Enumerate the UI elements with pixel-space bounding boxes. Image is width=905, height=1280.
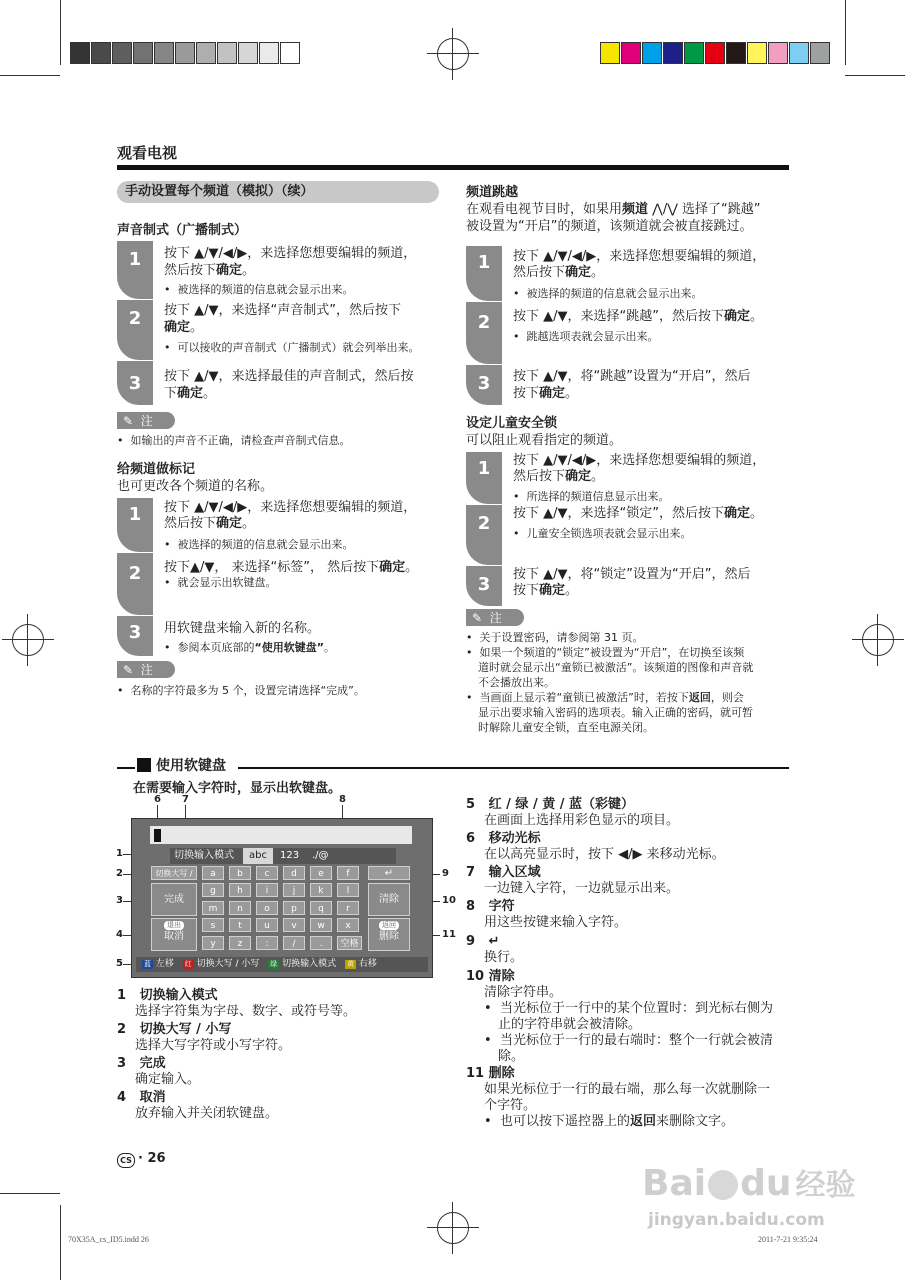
char-key[interactable]: v	[283, 918, 305, 932]
step-text: 按下 ▲/▼，来选择“声音制式”，然后按下	[164, 303, 401, 318]
step-bullet: • 参阅本页底部的“使用软键盘”。	[164, 641, 335, 654]
step-text: 按下▲/▼， 来选择“标签”， 然后按下确定。	[164, 560, 419, 575]
swatch	[196, 42, 216, 64]
char-key[interactable]: i	[256, 883, 278, 897]
step-bullet: • 可以接收的声音制式（广播制式）就会列举出来。	[164, 341, 420, 354]
item-title: 4 取消	[117, 1090, 166, 1105]
swatch	[810, 42, 830, 64]
char-key[interactable]: a	[202, 866, 224, 880]
char-key[interactable]: b	[229, 866, 251, 880]
label-intro: 也可更改各个频道的名称。	[117, 479, 274, 494]
section-rule	[117, 767, 135, 769]
callout-1: 1	[116, 848, 123, 859]
char-key[interactable]: z	[229, 936, 251, 950]
paw-icon	[708, 1170, 738, 1200]
char-key[interactable]: u	[256, 918, 278, 932]
step-box: 2	[117, 553, 153, 615]
label-heading: 给频道做标记	[117, 462, 196, 477]
char-key[interactable]: m	[202, 901, 224, 915]
step-text: 按下 ▲/▼/◀/▶，来选择您想要编辑的频道，	[164, 246, 417, 261]
step-text: 按下 ▲/▼，将“锁定”设置为“开启”，然后	[513, 567, 751, 582]
yellow-key-icon: 黄	[347, 960, 355, 968]
delete-button[interactable]: 返回 删除	[368, 918, 410, 951]
enter-key[interactable]: ↵	[368, 866, 410, 880]
watermark-url: jingyan.baidu.com	[648, 1210, 825, 1230]
cursor	[154, 829, 161, 842]
done-button[interactable]: 完成	[151, 883, 197, 916]
callout-2: 2	[116, 868, 123, 879]
footer-mode: 切换输入模式	[282, 959, 337, 969]
callout-7: 7	[182, 794, 189, 805]
step-text: 然后按下确定。	[513, 265, 605, 280]
char-key[interactable]: c	[256, 866, 278, 880]
swatch	[154, 42, 174, 64]
step-box: 3	[466, 566, 502, 606]
char-key[interactable]: w	[310, 918, 332, 932]
char-key[interactable]: s	[202, 918, 224, 932]
crop-mark	[0, 1193, 60, 1194]
step-box: 1	[466, 452, 502, 504]
step-text: 下确定。	[164, 386, 217, 401]
language-badge: CS	[117, 1153, 135, 1168]
note-text: • 当画面上显示着“童锁已被激活”时，若按下返回，则会	[466, 691, 744, 704]
char-key[interactable]: x	[337, 918, 359, 932]
item-desc: 选择字符集为字母、数字、或符号等。	[135, 1004, 357, 1019]
step-box: 1	[117, 241, 153, 299]
item-desc: 在以高亮显示时，按下 ◀/▶ 来移动光标。	[484, 847, 725, 862]
item-title: 10 清除	[466, 969, 515, 984]
item-title: 7 输入区域	[466, 865, 541, 880]
step-bullet: • 儿童安全锁选项表就会显示出来。	[513, 527, 692, 540]
mode-123[interactable]: 123	[280, 850, 300, 861]
item-title: 8 字符	[466, 899, 515, 914]
space-key[interactable]: 空格	[337, 936, 362, 950]
note-text: 不会播放出来。	[478, 676, 555, 689]
char-key[interactable]: k	[310, 883, 332, 897]
footer-right: 右移	[358, 959, 377, 969]
print-date: 2011-7-21 9:35:24	[758, 1235, 818, 1244]
char-key[interactable]: g	[202, 883, 224, 897]
step-box: 1	[466, 246, 502, 301]
skip-heading: 频道跳越	[466, 185, 519, 200]
mode-label: 切换输入模式	[174, 850, 234, 861]
crop-mark	[60, 0, 61, 65]
swatch	[280, 42, 300, 64]
note-text: • 如果一个频道的“锁定”被设置为“开启”，在切换至该频	[466, 646, 745, 659]
crop-mark	[0, 75, 60, 76]
softkb-heading: 使用软键盘	[156, 758, 226, 774]
swatch	[600, 42, 620, 64]
step-text: 按下 ▲/▼，来选择最佳的声音制式，然后按	[164, 369, 414, 384]
item-bullet: • 也可以按下遥控器上的返回来删除文字。	[484, 1114, 734, 1129]
step-box: 3	[466, 365, 502, 405]
input-area[interactable]	[150, 826, 412, 844]
char-key[interactable]: /	[283, 936, 305, 950]
item-desc: 清除字符串。	[484, 985, 563, 1000]
registration-mark-top	[437, 38, 469, 70]
green-key-icon: 绿	[270, 960, 278, 968]
step-text: 按下 ▲/▼/◀/▶，来选择您想要编辑的频道，	[513, 249, 766, 264]
char-key[interactable]: r	[337, 901, 359, 915]
page-number: · 26	[138, 1151, 166, 1166]
mode-abc[interactable]: abc	[243, 848, 273, 864]
step-box: 2	[466, 302, 502, 364]
note-label: ✎ 注	[466, 609, 524, 626]
step-text: 按下确定。	[513, 386, 579, 401]
char-key[interactable]: y	[202, 936, 224, 950]
callout-3: 3	[116, 895, 123, 906]
item-bullet: • 当光标位于一行中的某个位置时：到光标右侧为	[484, 1001, 773, 1016]
swatch	[238, 42, 258, 64]
soft-keyboard	[131, 818, 433, 978]
swatch	[705, 42, 725, 64]
item-desc: 确定输入。	[135, 1072, 201, 1087]
swatch	[621, 42, 641, 64]
step-box: 2	[117, 300, 153, 360]
callout-4: 4	[116, 929, 123, 940]
step-text: 然后按下确定。	[513, 469, 605, 484]
swatch	[70, 42, 90, 64]
item-title: 6 移动光标	[466, 831, 541, 846]
note-text: 显示出要求输入密码的选项表。输入正确的密码，就可暂	[478, 706, 753, 719]
file-info: 70X35A_cs_ID5.indd 26	[68, 1235, 149, 1244]
swatch	[175, 42, 195, 64]
section-square	[137, 758, 151, 772]
step-bullet: • 跳越选项表就会显示出来。	[513, 330, 659, 343]
callout-9: 9	[442, 868, 449, 879]
item-title: 9 ↵	[466, 934, 500, 949]
swatch	[217, 42, 237, 64]
note-label: ✎ 注	[117, 661, 175, 678]
char-key[interactable]: p	[283, 901, 305, 915]
char-key[interactable]: q	[310, 901, 332, 915]
swatch	[789, 42, 809, 64]
cancel-button[interactable]: 退出 取消	[151, 918, 197, 951]
section-title: 观看电视	[117, 144, 178, 162]
item-desc: 如果光标位于一行的最右端，那么每一次就删除一	[484, 1082, 771, 1097]
item-desc: 选择大写字符或小写字符。	[135, 1038, 292, 1053]
item-desc: 在画面上选择用彩色显示的项目。	[484, 813, 680, 828]
step-box: 1	[117, 498, 153, 552]
callout-5: 5	[116, 958, 123, 969]
clear-button[interactable]: 清除	[368, 883, 410, 916]
char-key[interactable]: n	[229, 901, 251, 915]
registration-mark-bottom	[437, 1212, 469, 1244]
char-key[interactable]: e	[310, 866, 332, 880]
section-rule	[238, 767, 789, 769]
swatch	[91, 42, 111, 64]
step-bullet: • 所选择的频道信息显示出来。	[513, 490, 670, 503]
note-text: • 关于设置密码，请参阅第 31 页。	[466, 631, 644, 644]
registration-mark-right	[862, 624, 894, 656]
lock-heading: 设定儿童安全锁	[466, 416, 558, 431]
crop-mark	[845, 75, 905, 76]
watermark: Bai du 经验	[642, 1163, 856, 1204]
mode-symbol[interactable]: ./@	[312, 850, 329, 861]
swatch	[684, 42, 704, 64]
note-text: • 如输出的声音不正确，请检查声音制式信息。	[117, 434, 351, 447]
step-bullet: • 被选择的频道的信息就会显示出来。	[164, 538, 354, 551]
item-desc: 一边键入字符，一边就显示出来。	[484, 881, 680, 896]
note-text: • 名称的字符最多为 5 个，设置完请选择“完成”。	[117, 684, 365, 697]
blue-key-icon: 蓝	[144, 960, 151, 968]
step-box: 3	[117, 616, 153, 656]
swatch	[133, 42, 153, 64]
swatch	[642, 42, 662, 64]
step-text: 用软键盘来输入新的名称。	[164, 621, 321, 636]
step-text: 按下 ▲/▼/◀/▶，来选择您想要编辑的频道，	[164, 500, 417, 515]
header-rule	[117, 165, 789, 170]
step-text: 按下 ▲/▼，将“跳越”设置为“开启”，然后	[513, 369, 751, 384]
char-key[interactable]: h	[229, 883, 251, 897]
step-bullet: • 被选择的频道的信息就会显示出来。	[164, 283, 354, 296]
callout-11: 11	[442, 929, 456, 940]
step-text: 按下 ▲/▼，来选择“跳越”，然后按下确定。	[513, 309, 764, 324]
item-bullet: 除。	[498, 1049, 525, 1064]
red-key-icon: 红	[184, 960, 192, 968]
pill-title: 手动设置每个频道（模拟）（续）	[117, 181, 439, 203]
step-box: 3	[117, 361, 153, 405]
crop-mark	[845, 0, 846, 65]
item-bullet: • 当光标位于一行的最右端时：整个一行就会被清	[484, 1033, 773, 1048]
swatch	[726, 42, 746, 64]
footer-left: 左移	[155, 959, 174, 969]
step-text: 按下确定。	[513, 583, 579, 598]
char-key[interactable]: t	[229, 918, 251, 932]
item-title: 5 红 / 绿 / 黄 / 蓝（彩键）	[466, 797, 635, 812]
item-desc: 换行。	[484, 950, 524, 965]
footer-case: 切换大写 / 小写	[196, 959, 260, 969]
swatch	[259, 42, 279, 64]
step-bullet: • 被选择的频道的信息就会显示出来。	[513, 287, 703, 300]
callout-10: 10	[442, 895, 456, 906]
char-key[interactable]: :	[256, 936, 278, 950]
item-title: 1 切换输入模式	[117, 988, 218, 1003]
keyboard-footer	[136, 957, 428, 972]
step-bullet: • 就会显示出软键盘。	[164, 576, 277, 589]
item-title: 2 切换大写 / 小写	[117, 1022, 232, 1037]
callout-6: 6	[154, 794, 161, 805]
crop-mark	[60, 1205, 61, 1280]
callout-8: 8	[339, 794, 346, 805]
item-title: 11 删除	[466, 1066, 515, 1081]
item-desc: 放弃输入并关闭软键盘。	[135, 1106, 279, 1121]
item-title: 3 完成	[117, 1056, 166, 1071]
step-text: 按下 ▲/▼/◀/▶，来选择您想要编辑的频道，	[513, 453, 766, 468]
case-toggle-button[interactable]: 切换大写 /	[151, 866, 197, 880]
char-key[interactable]: .	[310, 936, 332, 950]
char-key[interactable]: d	[283, 866, 305, 880]
char-key[interactable]: j	[283, 883, 305, 897]
registration-mark-left	[12, 624, 44, 656]
swatch	[112, 42, 132, 64]
sound-heading: 声音制式（广播制式）	[117, 223, 248, 238]
lock-intro: 可以阻止观看指定的频道。	[466, 433, 623, 448]
swatch	[768, 42, 788, 64]
char-key[interactable]: f	[337, 866, 359, 880]
step-box: 2	[466, 505, 502, 565]
step-text: 确定。	[164, 320, 204, 335]
swatch	[663, 42, 683, 64]
skip-intro: 被设置为“开启”的频道，该频道就会被直接跳过。	[466, 219, 753, 234]
swatch	[747, 42, 767, 64]
char-key[interactable]: l	[337, 883, 359, 897]
item-bullet: 止的字符串就会被清除。	[498, 1017, 642, 1032]
step-text: 然后按下确定。	[164, 516, 256, 531]
note-label: ✎ 注	[117, 412, 175, 429]
note-text: 时解除儿童安全锁，直至电源关闭。	[478, 721, 654, 734]
char-key[interactable]: o	[256, 901, 278, 915]
item-desc: 用这些按键来输入字符。	[484, 915, 628, 930]
skip-intro: 在观看电视节目时，如果用频道 ⋀/⋁ 选择了“跳越”	[466, 202, 761, 217]
note-text: 道时就会显示出“童锁已被激活”。该频道的图像和声音就	[478, 661, 754, 674]
step-text: 然后按下确定。	[164, 263, 256, 278]
softkb-subheading: 在需要输入字符时，显示出软键盘。	[133, 781, 342, 796]
step-text: 按下 ▲/▼，来选择“锁定”，然后按下确定。	[513, 506, 764, 521]
item-desc: 个字符。	[484, 1098, 537, 1113]
